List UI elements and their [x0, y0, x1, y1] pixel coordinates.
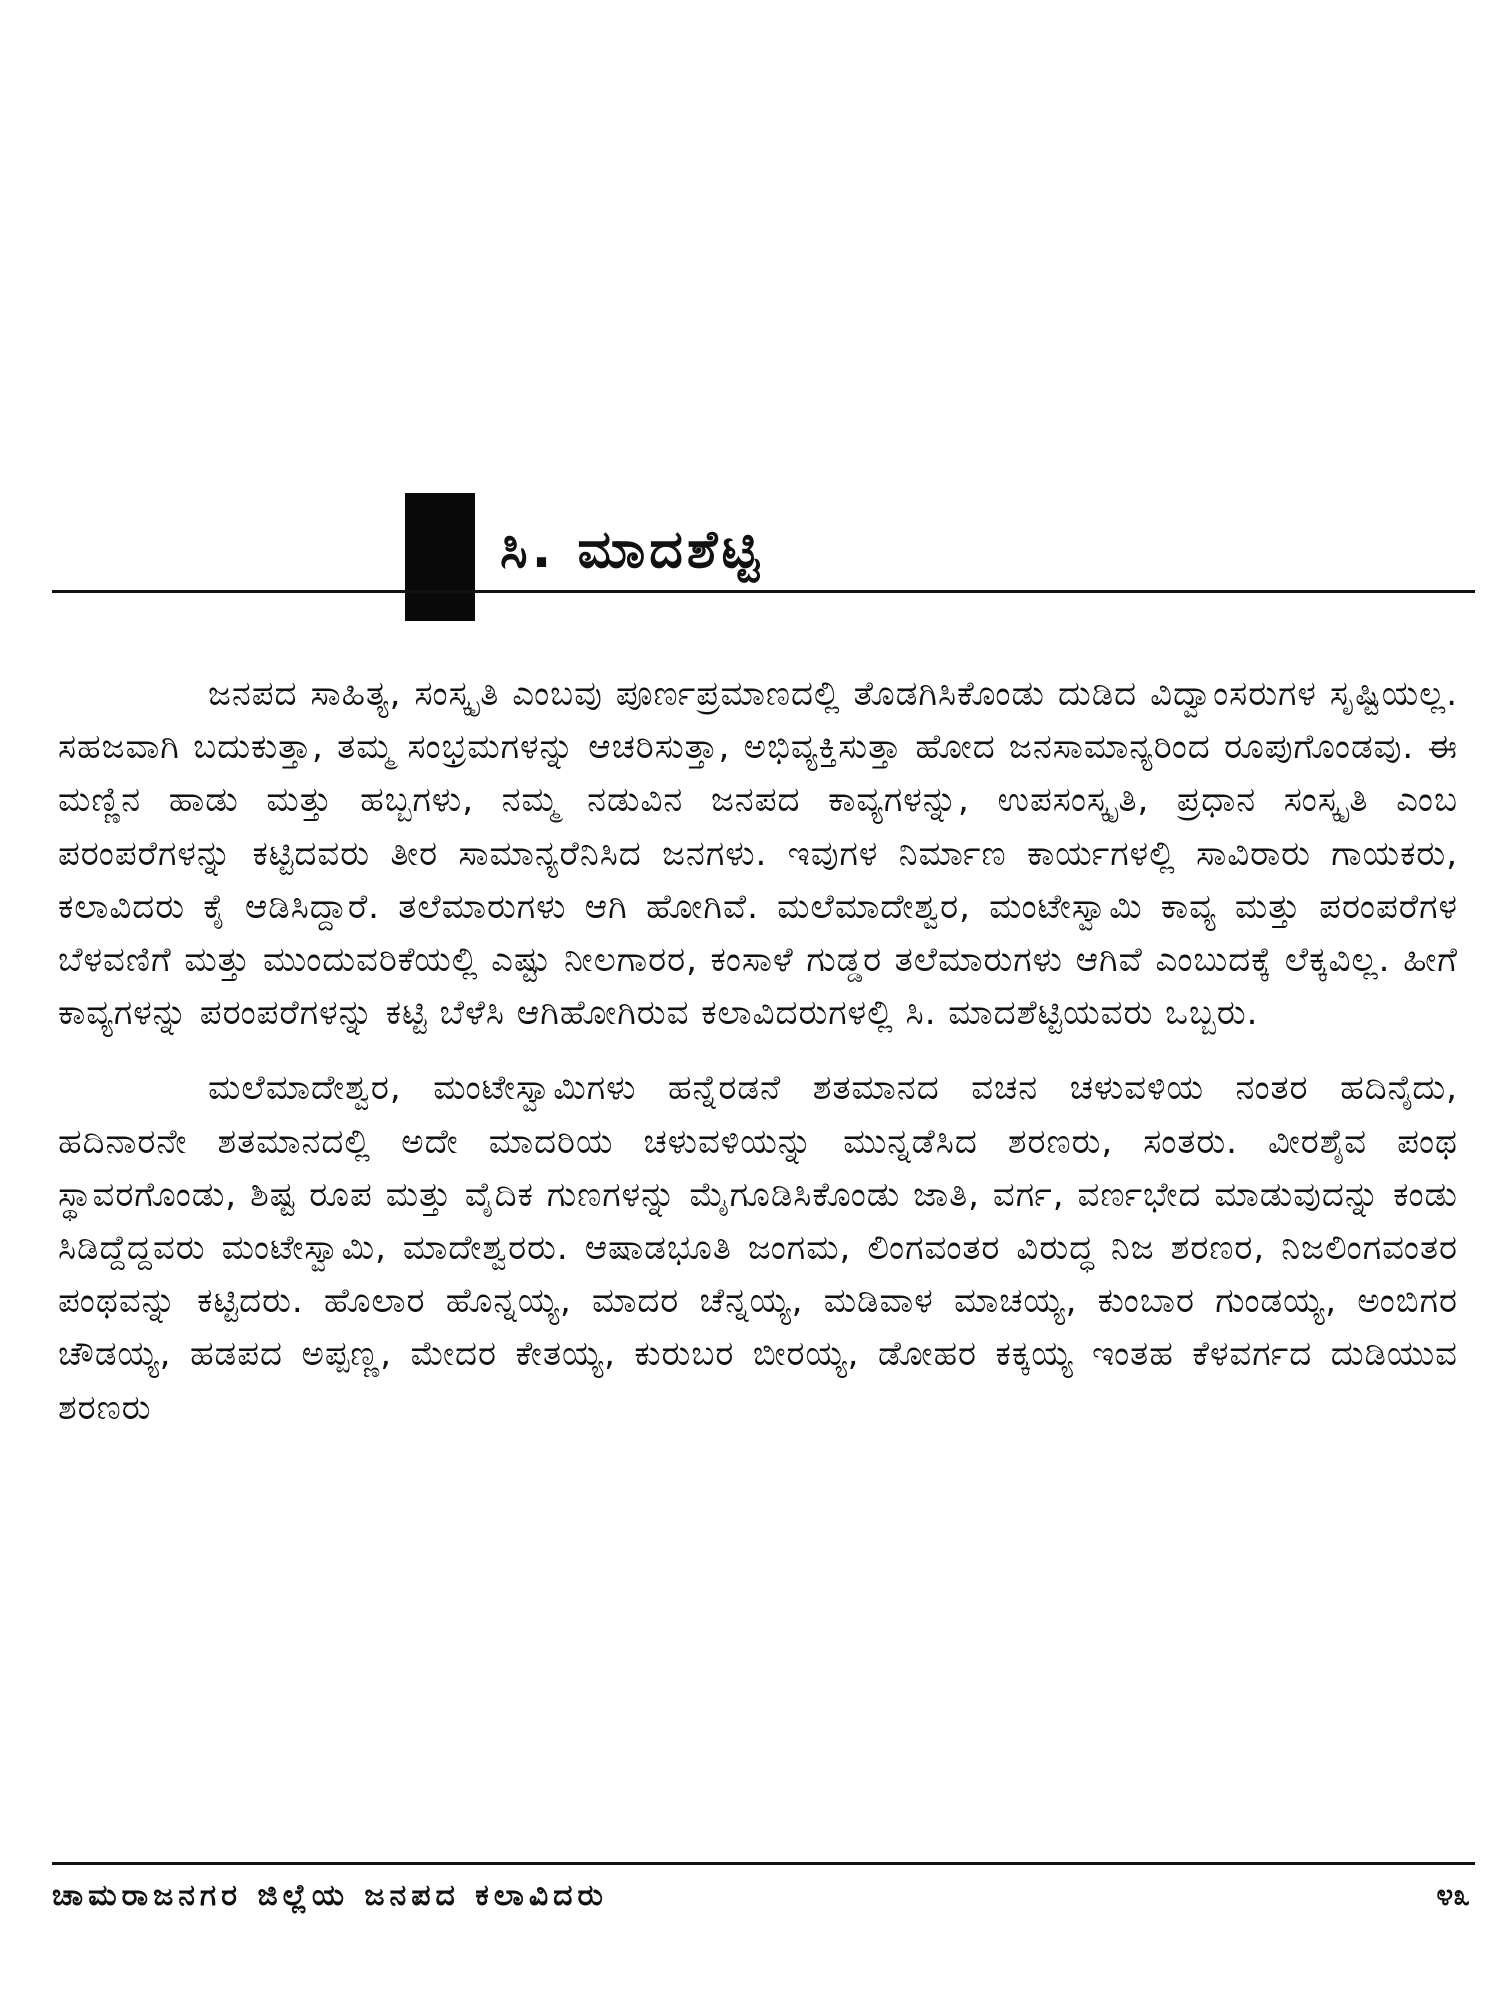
page-number: ೪೩: [1436, 1878, 1470, 1913]
paragraph-2: ಮಲೆಮಾದೇಶ್ವರ, ಮಂಟೇಸ್ವಾಮಿಗಳು ಹನ್ನೆರಡನೆ ಶತಮಾನದ ವಚನ ಚಳುವಳಿಯ ನಂತರ ಹದಿನೈದು, ಹದಿನಾರನೇ ಶತಮಾನದಲ್ಲಿ ಅದೇ ಮಾದರಿಯ ಚಳುವಳಿಯನ್ನು ಮುನ್ನಡೆಸಿದ ಶರಣರು, ಸಂತರು. ವೀರಶೈವ ಪಂಥ ಸ್ಥಾವರಗೊಂಡು, ಶಿಷ್ಟ ರೂಪ ಮತ್ತು ವೈದಿಕ ಗುಣಗಳನ್ನು ಮೈಗೂಡಿಸಿಕೊಂಡು ಜಾತಿ, ವರ್ಗ, ವರ್ಣಭೇದ ಮಾಡುವುದನ್ನು ಕಂಡು ಸಿಡಿದ್ದೆದ್ದವರು ಮಂಟೇಸ್ವಾಮಿ, ಮಾದೇಶ್ವರರು. ಆಷಾಡಭೂತಿ ಜಂಗಮ, ಲಿಂಗವಂತರ ವಿರುದ್ಧ ನಿಜ ಶರಣರ, ನಿಜಲಿಂಗವಂತರ ಪಂಥವನ್ನು ಕಟ್ಟಿದರು. ಹೊಲಾರ ಹೊನ್ನಯ್ಯ, ಮಾದರ ಚೆನ್ನಯ್ಯ, ಮಡಿವಾಳ ಮಾಚಯ್ಯ, ಕುಂಬಾರ ಗುಂಡಯ್ಯ, ಅಂಬಿಗರ ಚೌಡಯ್ಯ, ಹಡಪದ ಅಪ್ಪಣ್ಣ, ಮೇದರ ಕೇತಯ್ಯ, ಕುರುಬರ ಬೀರಯ್ಯ, ಡೋಹರ ಕಕ್ಕಯ್ಯ ಇಂತಹ ಕೆಳವರ್ಗದ ದುಡಿಯುವ ಶರಣರು: [58, 1068, 1458, 1428]
footer-divider: [52, 1862, 1475, 1865]
page-title: ಸಿ. ಮಾದಶೆಟ್ಟಿ: [500, 520, 764, 580]
title-divider: [52, 590, 1475, 593]
paragraph-1: ಜನಪದ ಸಾಹಿತ್ಯ, ಸಂಸ್ಕೃತಿ ಎಂಬವು ಪೂರ್ಣಪ್ರಮಾಣದಲ್ಲಿ ತೊಡಗಿಸಿಕೊಂಡು ದುಡಿದ ವಿದ್ವಾಂಸರುಗಳ ಸೃಷ್ಟಿಯಲ್ಲ. ಸಹಜವಾಗಿ ಬದುಕುತ್ತಾ, ತಮ್ಮ ಸಂಭ್ರಮಗಳನ್ನು ಆಚರಿಸುತ್ತಾ, ಅಭಿವ್ಯಕ್ತಿಸುತ್ತಾ ಹೋದ ಜನಸಾಮಾನ್ಯರಿಂದ ರೂಪುಗೊಂಡವು. ಈ ಮಣ್ಣಿನ ಹಾಡು ಮತ್ತು ಹಬ್ಬಗಳು, ನಮ್ಮ ನಡುವಿನ ಜನಪದ ಕಾವ್ಯಗಳನ್ನು, ಉಪಸಂಸ್ಕೃತಿ, ಪ್ರಧಾನ ಸಂಸ್ಕೃತಿ ಎಂಬ ಪರಂಪರೆಗಳನ್ನು ಕಟ್ಟಿದವರು ತೀರ ಸಾಮಾನ್ಯರೆನಿಸಿದ ಜನಗಳು. ಇವುಗಳ ನಿರ್ಮಾಣ ಕಾರ್ಯಗಳಲ್ಲಿ ಸಾವಿರಾರು ಗಾಯಕರು, ಕಲಾವಿದರು ಕೈ ಆಡಿಸಿದ್ದಾರೆ. ತಲೆಮಾರುಗಳು ಆಗಿ ಹೋಗಿವೆ. ಮಲೆಮಾದೇಶ್ವರ, ಮಂಟೇಸ್ವಾಮಿ ಕಾವ್ಯ ಮತ್ತು ಪರಂಪರೆಗಳ ಬೆಳವಣಿಗೆ ಮತ್ತು ಮುಂದುವರಿಕೆಯಲ್ಲಿ ಎಷ್ಟು ನೀಲಗಾರರ, ಕಂಸಾಳೆ ಗುಡ್ಡರ ತಲೆಮಾರುಗಳು ಆಗಿವೆ ಎಂಬುದಕ್ಕೆ ಲೆಕ್ಕವಿಲ್ಲ. ಹೀಗೆ ಕಾವ್ಯಗಳನ್ನು ಪರಂಪರೆಗಳನ್ನು ಕಟ್ಟಿ ಬೆಳೆಸಿ ಆಗಿಹೋಗಿರುವ ಕಲಾವಿದರುಗಳಲ್ಲಿ ಸಿ. ಮಾದಶೆಟ್ಟಿಯವರು ಒಬ್ಬರು.: [58, 674, 1458, 1034]
body-text: [58, 668, 1458, 1435]
title-marker-block: [405, 493, 475, 621]
running-footer-title: ಚಾಮರಾಜನಗರ ಜಿಲ್ಲೆಯ ಜನಪದ ಕಲಾವಿದರು: [52, 1878, 608, 1913]
